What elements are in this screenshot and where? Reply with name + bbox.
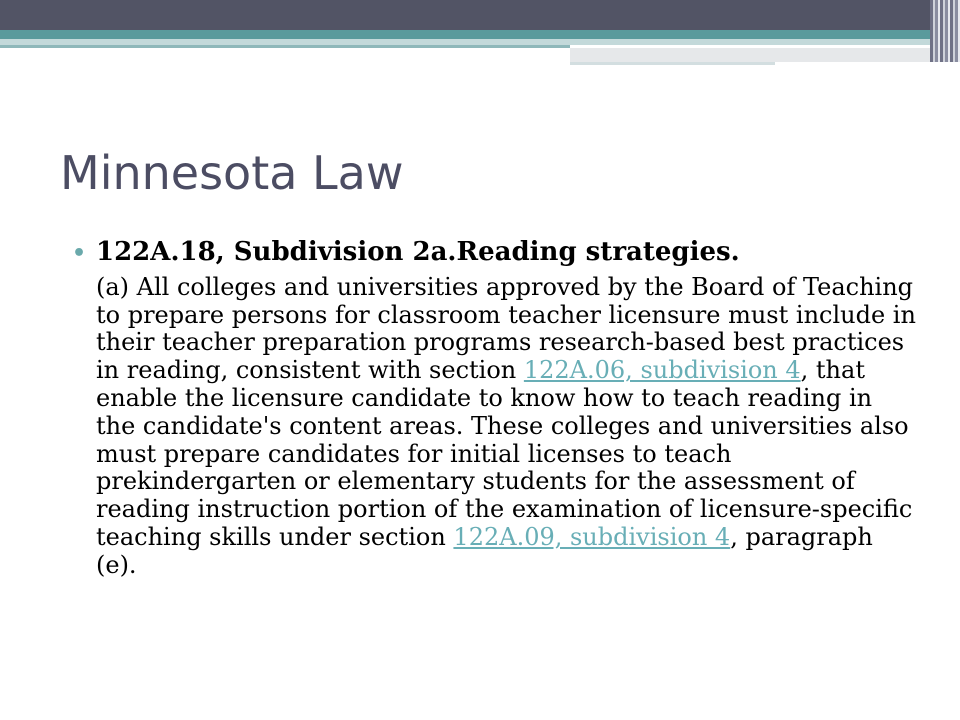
bullet-item [70, 238, 930, 268]
header-band-teal [0, 30, 930, 39]
header-band-white-line [570, 45, 890, 47]
header-band-line [570, 62, 775, 65]
slide-content [70, 238, 930, 580]
header-band-accent [0, 45, 570, 48]
statute-link-122a09[interactable]: 122A.09, subdivision 4 [453, 523, 731, 552]
paragraph-text-3: , paragraph (e). [96, 523, 873, 579]
bullet-heading: 122A.18, Subdivision 2a.Reading strategies. [96, 237, 740, 267]
paragraph-text-1: (a) All colleges and universities approved by the Board of Teaching to prepare persons for classroom teacher licensure must include in their teacher preparation programs research-based best practices in reading, consistent with section [96, 272, 916, 385]
statute-link-122a06[interactable]: 122A.06, subdivision 4 [523, 356, 801, 385]
header-band-dark [0, 0, 930, 30]
bullet-dot-icon: • [72, 241, 87, 266]
paragraph-text-2: , that enable the licensure candidate to know how to teach reading in the candidate's content areas. These colleges and universities also must prepare candidates for initial licenses to teach prekindergarten or elementary students for the assessment of reading instruction portion of the examination of licensure-specific teaching skills under section [96, 356, 913, 552]
header-corner-stripes [930, 0, 960, 62]
header-band-grey [570, 48, 930, 62]
statute-paragraph [96, 274, 916, 580]
slide-title: Minnesota Law [60, 146, 404, 200]
